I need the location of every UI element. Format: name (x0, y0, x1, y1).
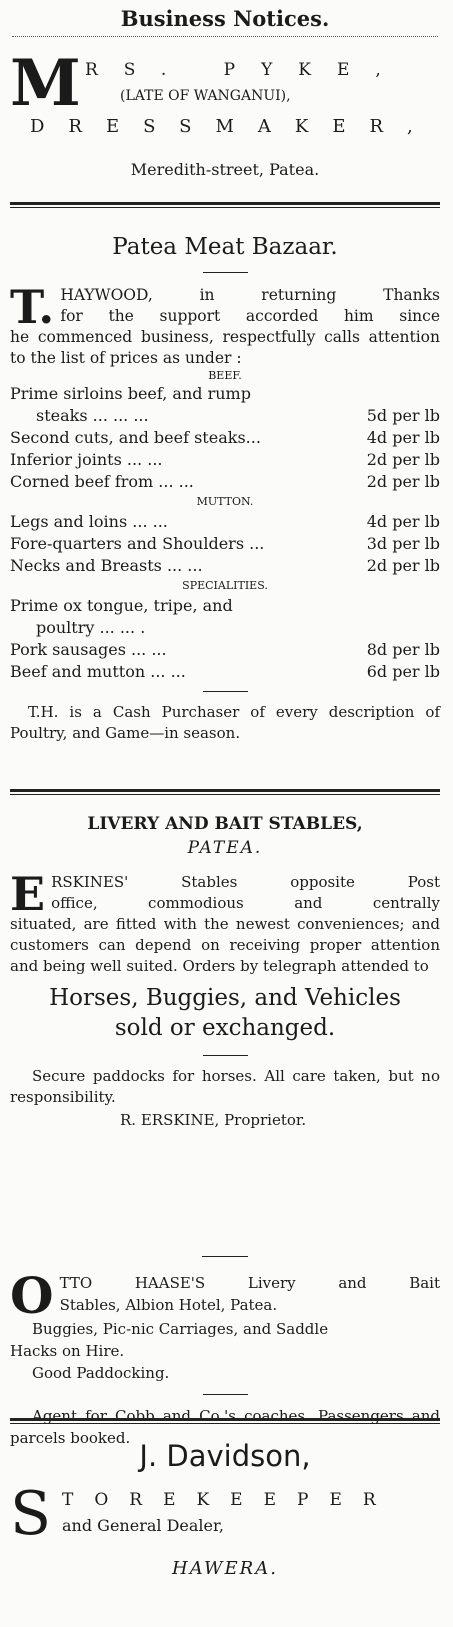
price-row (10, 383, 440, 405)
livery-title: LIVERY AND BAIT STABLES, (87, 814, 363, 834)
livery-advert (10, 812, 440, 1131)
haase-line5: Good Paddocking. (32, 1364, 170, 1382)
meat-title: Patea Meat Bazaar. (112, 234, 338, 260)
davidson-line2: and General Dealer, (62, 1516, 224, 1535)
short-rule (203, 691, 248, 692)
item-name: Prime sirloins beef, and rump (10, 384, 251, 403)
livery-big-line1: Horses, Buggies, and Vehicles (49, 985, 401, 1011)
short-rule (202, 1256, 248, 1257)
price-row (10, 595, 440, 617)
price-row (10, 639, 440, 661)
davidson-dropcap: S (10, 1479, 52, 1549)
item-name: Prime ox tongue, tripe, and (10, 596, 233, 615)
meat-advert (10, 232, 440, 744)
price-row (10, 511, 440, 533)
item-price: 2d per lb (366, 472, 440, 491)
livery-line1: RSKINES' Stables opposite Post (51, 873, 440, 891)
meat-intro (10, 280, 440, 369)
item-price: 5d per lb (366, 406, 440, 425)
pyke-address: Meredith-street, Patea. (130, 160, 320, 179)
livery-big-line2: sold or exchanged. (114, 1015, 336, 1041)
item-name: Corned beef from ... ... (10, 472, 194, 491)
beef-heading: BEEF. (208, 369, 242, 382)
livery-line2: office, commodious and centrally (51, 894, 440, 912)
price-row (10, 617, 440, 639)
item-name: Necks and Breasts ... ... (10, 556, 203, 575)
meat-intro-rest: he commenced business, respectfully calls attention to the list of prices as under : (10, 328, 440, 367)
section-heading: Business Notices. (120, 6, 330, 31)
item-name: Inferior joints ... ... (10, 450, 163, 469)
livery-place: PATEA. (187, 838, 263, 858)
haase-dropcap: O (10, 1266, 54, 1325)
haase-line2: Stables, Albion Hotel, Patea. (59, 1296, 278, 1314)
item-price: 3d per lb (366, 534, 440, 553)
livery-dropcap: E (10, 867, 46, 921)
price-row (10, 405, 440, 427)
davidson-advert (10, 1436, 440, 1579)
price-list (10, 369, 440, 683)
newspaper-column (10, 0, 440, 1627)
livery-rest: situated, are fitted with the newest conveniences; and customers can depend on receiving proper attention and being well suited. Orders by telegraph attended to (10, 915, 440, 975)
item-name: Legs and loins ... ... (10, 512, 168, 531)
pyke-name: RS. PYKE, (85, 60, 407, 80)
heading-rule (12, 36, 438, 37)
item-name: steaks ... ... ... (36, 406, 149, 425)
meat-dropcap: T. (10, 280, 55, 334)
section-divider (10, 202, 440, 208)
haase-line3: Buggies, Pic-nic Carriages, and Saddle (32, 1320, 329, 1338)
specialities-heading: SPECIALITIES. (182, 579, 268, 592)
item-price: 6d per lb (366, 662, 440, 681)
item-price: 4d per lb (366, 512, 440, 531)
short-rule (203, 1394, 248, 1395)
meat-intro-line2: for the support accorded him since (60, 307, 440, 325)
section-divider (10, 1418, 440, 1424)
mutton-heading: MUTTON. (196, 495, 254, 508)
short-rule (203, 272, 248, 273)
price-row (10, 661, 440, 683)
item-name: Beef and mutton ... ... (10, 662, 186, 681)
meat-intro-line1: HAYWOOD, in returning Thanks (60, 286, 440, 304)
davidson-trade: TOREKEEPER (62, 1490, 397, 1510)
item-name: Pork sausages ... ... (10, 640, 167, 659)
haase-agent: Agent for Cobb and Co.'s coaches. Passengers and parcels booked. (10, 1407, 440, 1447)
price-row (10, 555, 440, 577)
item-price: 2d per lb (366, 556, 440, 575)
pyke-trade: DRESSMAKER, (30, 116, 437, 137)
haase-line4: Hacks on Hire. (10, 1342, 125, 1360)
livery-proprietor: R. ERSKINE, Proprietor. (120, 1111, 307, 1129)
price-row (10, 449, 440, 471)
pyke-late: (LATE OF WANGANUI), (120, 88, 291, 104)
item-name: Second cuts, and beef steaks... (10, 428, 261, 447)
price-row (10, 533, 440, 555)
item-price: 4d per lb (366, 428, 440, 447)
item-name: poultry ... ... . (36, 618, 146, 637)
item-name: Fore-quarters and Shoulders ... (10, 534, 265, 553)
davidson-place: HAWERA. (172, 1558, 278, 1579)
livery-body (10, 867, 440, 977)
item-price: 2d per lb (366, 450, 440, 469)
pyke-initial: M (10, 46, 81, 121)
meat-footer: T.H. is a Cash Purchaser of every description of Poultry, and Game—in season. (10, 703, 440, 742)
item-price: 8d per lb (366, 640, 440, 659)
short-rule (203, 1055, 248, 1056)
price-row (10, 471, 440, 493)
price-row (10, 427, 440, 449)
davidson-name: J. Davidson, (139, 1439, 311, 1473)
haase-line1: TTO HAASE'S Livery and Bait (59, 1274, 440, 1292)
livery-paddock: Secure paddocks for horses. All care taken, but no responsibility. (10, 1067, 440, 1106)
section-divider (10, 789, 440, 795)
